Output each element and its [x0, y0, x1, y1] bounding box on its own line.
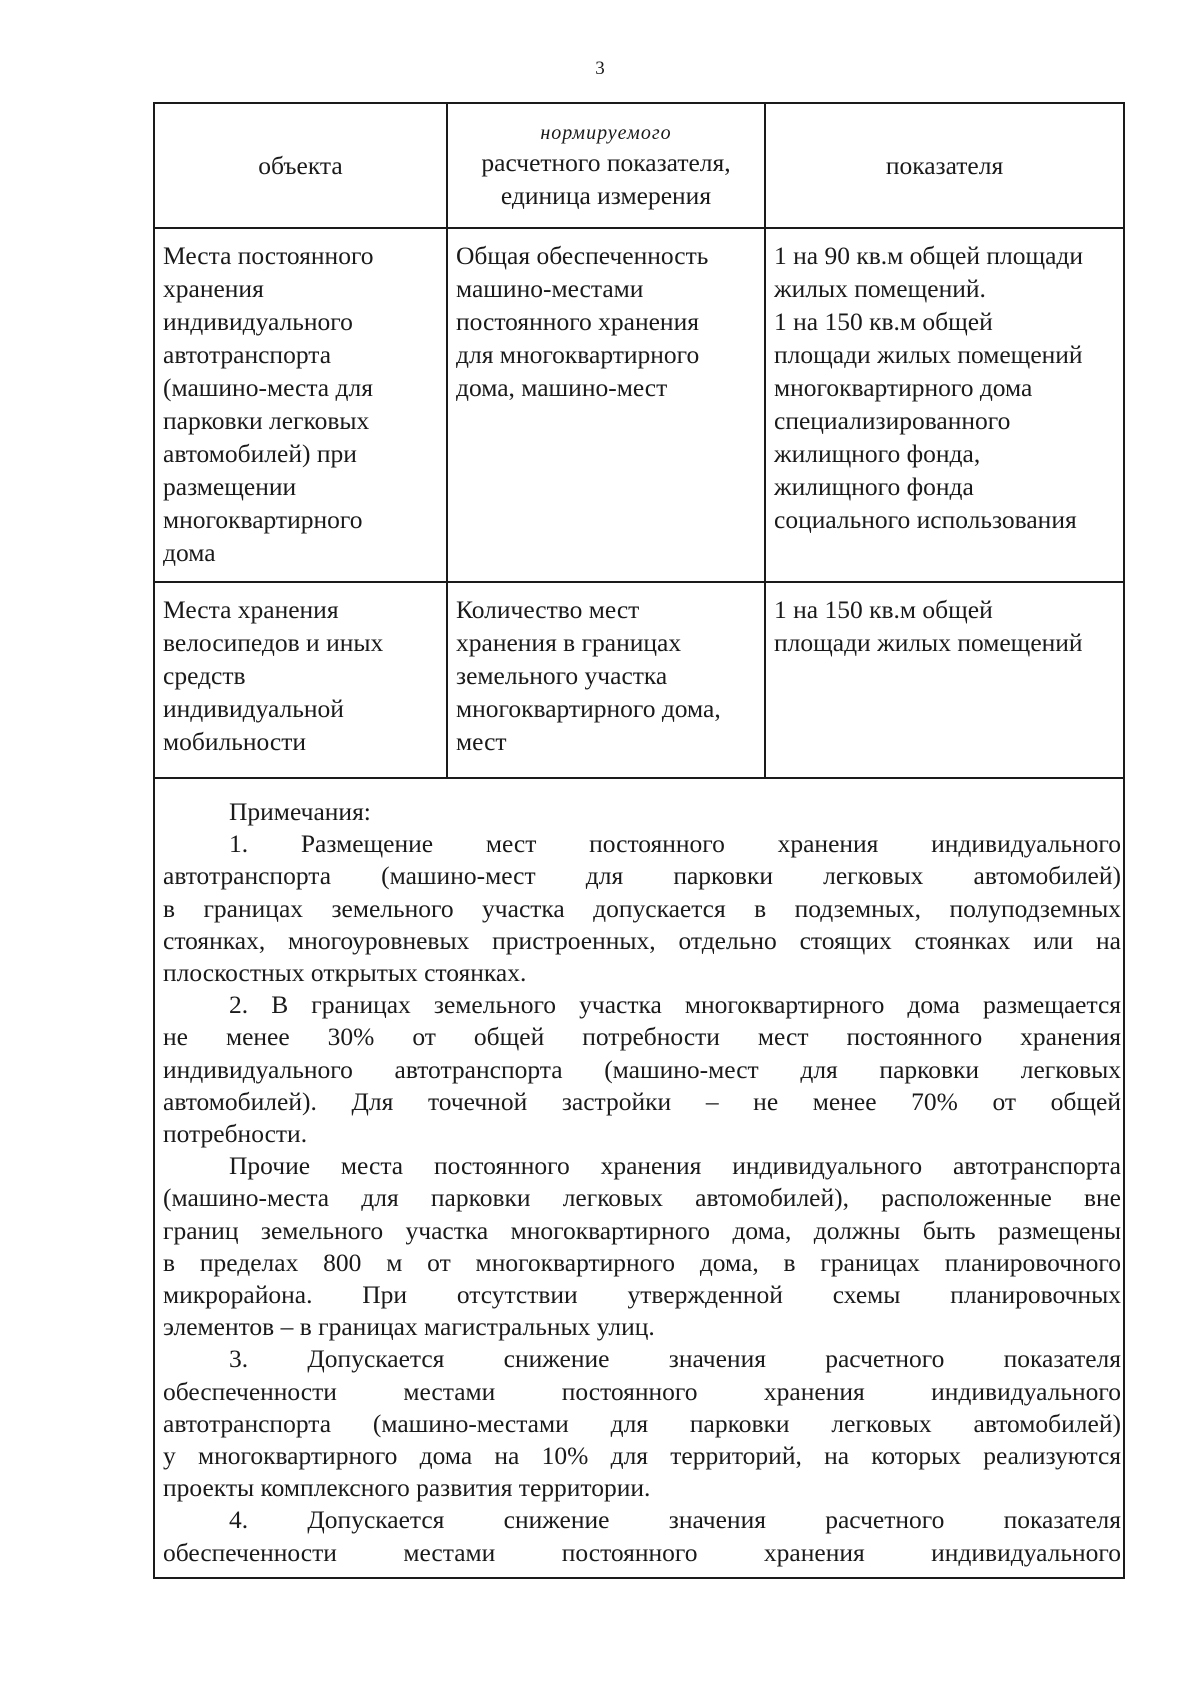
text-line: 3. Допускается снижение значения расчетного показателя	[229, 1344, 1121, 1374]
cell-line: многоквартирного дома	[774, 373, 1033, 402]
text-line: Прочие места постоянного хранения индивидуального автотранспорта	[229, 1151, 1121, 1181]
cell-line: жилищного фонда	[774, 472, 974, 501]
header-indicator-line: единица измерения	[500, 180, 712, 210]
row1-indicator-cell	[447, 228, 765, 582]
cell-line: хранения	[163, 274, 264, 303]
cell-line: Места постоянного	[163, 241, 374, 270]
header-value-text: показателя	[885, 151, 1004, 180]
cell-line: размещении	[163, 472, 297, 501]
text-line: 1. Размещение мест постоянного хранения индивидуального	[229, 829, 1121, 859]
cell-line: парковки легковых	[163, 406, 370, 435]
text-line: не менее 30% от общей потребности мест постоянного хранения	[163, 1022, 1121, 1052]
text-line: проекты комплексного развития территории.	[163, 1473, 651, 1503]
text-line: автотранспорта (машино-местами для парковки легковых автомобилей)	[163, 1408, 1121, 1438]
text-line: в границах земельного участка допускается в подземных, полуподземных	[163, 893, 1121, 923]
text-line: у многоквартирного дома на 10% для территорий, на которых реализуются	[163, 1441, 1121, 1471]
header-cell-object	[155, 104, 447, 228]
header-object-text: объекта	[258, 151, 343, 180]
cell-line: автомобилей) при	[163, 439, 357, 468]
header-indicator-italic: нормируемого	[540, 121, 672, 144]
table-row	[155, 228, 1123, 582]
cell-line: Общая обеспеченность	[456, 241, 709, 270]
cell-line: социального использования	[774, 505, 1077, 534]
header-cell-value	[765, 104, 1123, 228]
header-indicator-line: расчетного показателя,	[481, 147, 731, 177]
text-line: обеспеченности местами постоянного хранения индивидуального	[163, 1376, 1121, 1406]
cell-line: индивидуального	[163, 307, 353, 336]
row1-object-cell	[155, 228, 447, 582]
cell-line: постоянного хранения	[456, 307, 699, 336]
cell-line: 1 на 150 кв.м общей	[774, 595, 993, 624]
row1-value-cell	[765, 228, 1123, 582]
cell-line: 1 на 90 кв.м общей площади	[774, 241, 1084, 270]
cell-line: хранения в границах	[456, 628, 682, 657]
note-paragraph-5	[163, 1504, 1121, 1568]
note-paragraph-4	[163, 1343, 1121, 1504]
norms-table	[155, 104, 1123, 779]
text-line: стоянках, многоуровневых пристроенных, отдельно стоящих стоянках или на	[163, 925, 1121, 955]
header-cell-indicator	[447, 104, 765, 228]
cell-line: площади жилых помещений	[774, 628, 1083, 657]
cell-line: 1 на 150 кв.м общей	[774, 307, 993, 336]
cell-line: многоквартирного дома,	[456, 694, 721, 723]
text-line: 2. В границах земельного участка многоквартирного дома размещается	[229, 990, 1121, 1020]
text-line: (машино-места для парковки легковых автомобилей), расположенные вне	[163, 1183, 1121, 1213]
page-number: 3	[595, 58, 605, 79]
cell-line: Места хранения	[163, 595, 339, 624]
cell-line: для многоквартирного	[456, 340, 700, 369]
note-paragraph-3	[163, 1150, 1121, 1343]
cell-line: жилищного фонда,	[774, 439, 981, 468]
cell-line: велосипедов и иных	[163, 628, 384, 657]
cell-line: средств	[163, 661, 246, 690]
cell-line: дома	[163, 538, 216, 567]
text-line: автотранспорта (машино-мест для парковки легковых автомобилей)	[163, 861, 1121, 891]
cell-line: автотранспорта	[163, 340, 332, 369]
text-line: в пределах 800 м от многоквартирного дома, в границах планировочного	[163, 1247, 1121, 1277]
cell-line: мест	[456, 727, 507, 756]
cell-line: земельного участка	[456, 661, 668, 690]
note-paragraph-2	[163, 989, 1121, 1150]
text-line: потребности.	[163, 1119, 308, 1149]
text-line: элементов – в границах магистральных улиц.	[163, 1312, 655, 1342]
table-row	[155, 582, 1123, 778]
cell-line: Количество мест	[456, 595, 640, 624]
text-line: индивидуального автотранспорта (машино-мест для парковки легковых	[163, 1054, 1121, 1084]
notes-title: Примечания:	[229, 797, 371, 826]
text-line: плоскостных открытых стоянках.	[163, 958, 527, 988]
cell-line: многоквартирного	[163, 505, 363, 534]
text-line: обеспеченности местами постоянного хранения индивидуального	[163, 1537, 1121, 1567]
cell-line: жилых помещений.	[774, 274, 986, 303]
text-line: 4. Допускается снижение значения расчетного показателя	[229, 1505, 1121, 1535]
note-paragraph-1	[163, 828, 1121, 989]
text-line: границ земельного участка многоквартирного дома, должны быть размещены	[163, 1215, 1121, 1245]
cell-line: площади жилых помещений	[774, 340, 1083, 369]
text-line: автомобилей). Для точечной застройки – не менее 70% от общей	[163, 1086, 1121, 1116]
notes-section	[163, 796, 1121, 1569]
row2-value-cell	[765, 582, 1123, 778]
table-header-row	[155, 104, 1123, 228]
row2-object-cell	[155, 582, 447, 778]
text-line: микрорайона. При отсутствии утвержденной схемы планировочных	[163, 1280, 1121, 1310]
cell-line: индивидуальной	[163, 694, 344, 723]
cell-line: дома, машино-мест	[456, 373, 668, 402]
row2-indicator-cell	[447, 582, 765, 778]
cell-line: машино-местами	[456, 274, 644, 303]
document-frame	[153, 102, 1125, 1579]
cell-line: мобильности	[163, 727, 307, 756]
cell-line: (машино-места для	[163, 373, 373, 402]
cell-line: специализированного	[774, 406, 1011, 435]
